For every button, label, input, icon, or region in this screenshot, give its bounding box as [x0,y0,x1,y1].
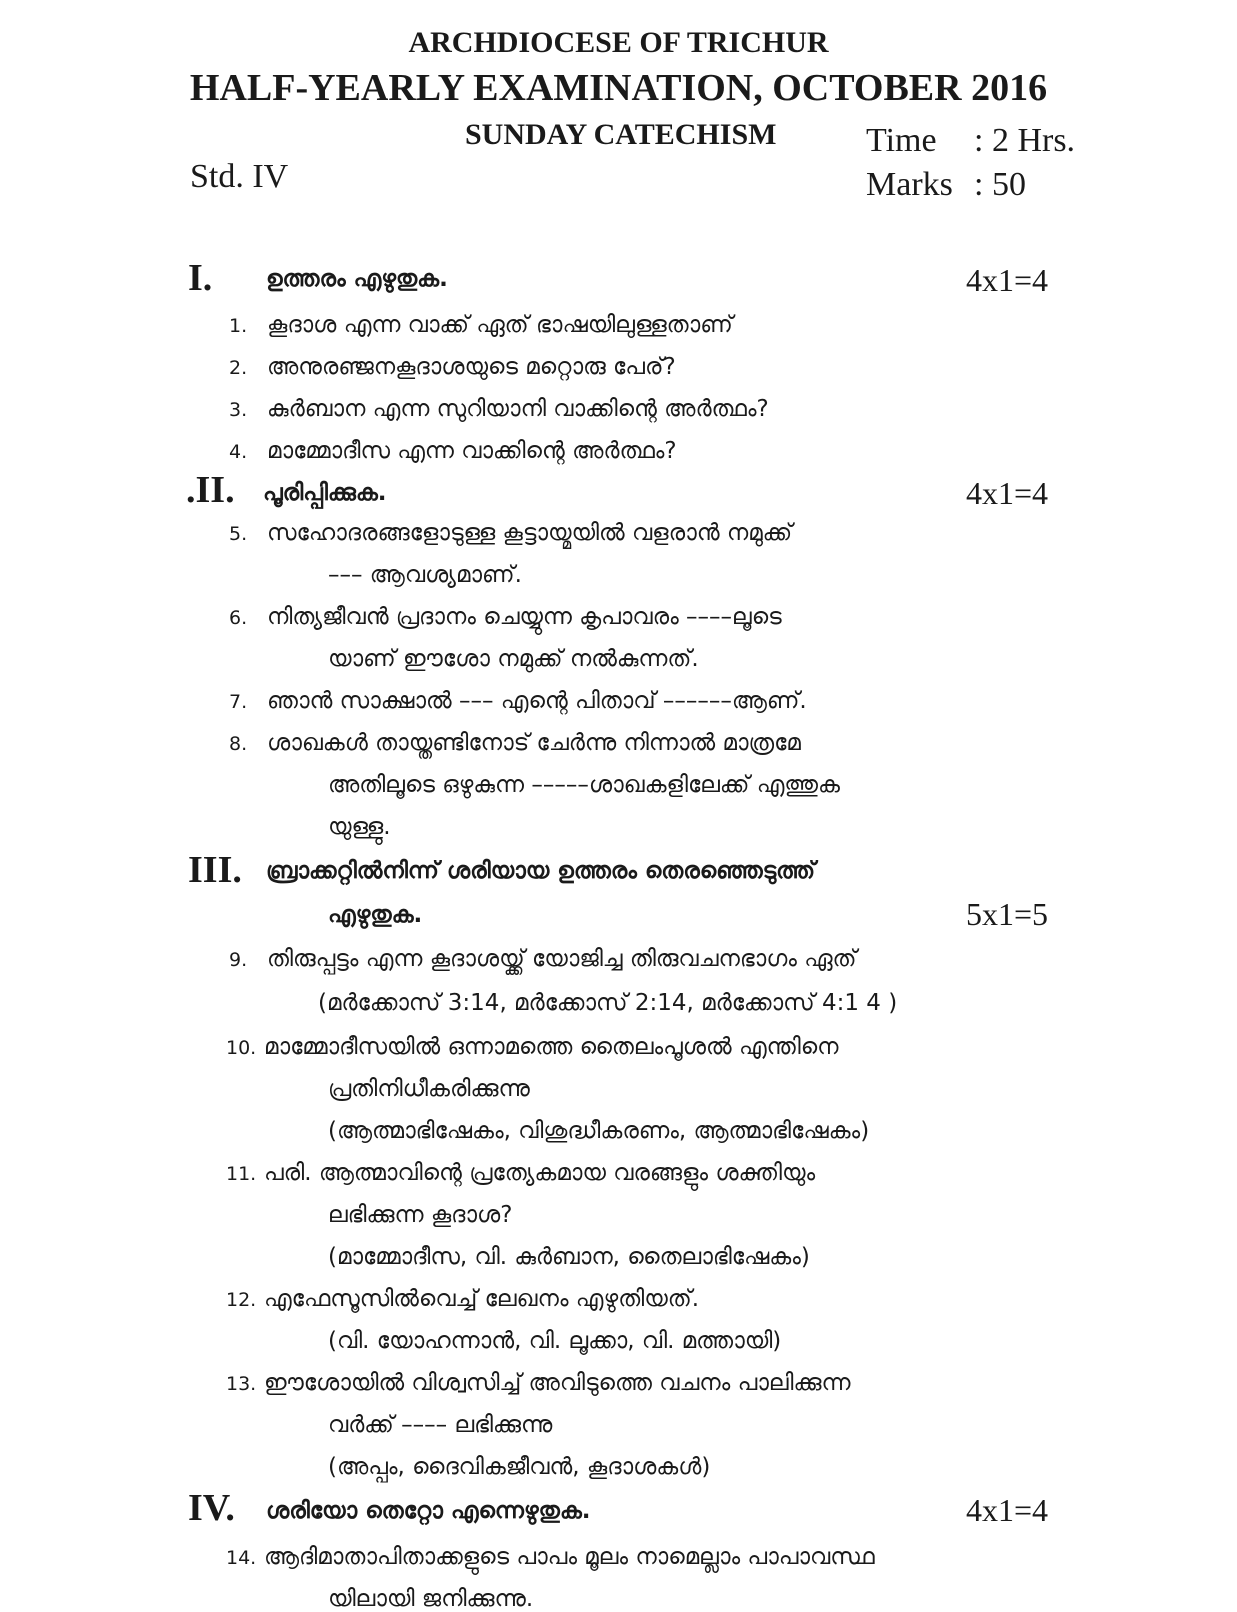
question-continuation: പ്രതിനിധീകരിക്കുന്നു [328,1076,530,1102]
archdiocese-title: ARCHDIOCESE OF TRICHUR [408,26,829,59]
answer-options: (മർക്കോസ് 3:14, മർക്കോസ് 2:14, മർക്കോസ് 4:1 4 ) [318,990,898,1016]
question: 9. തിരുപ്പട്ടം എന്ന കൂദാശയ്ക്ക് യോജിച്ച തിരുവചനഭാഗം ഏത് [229,946,857,972]
section-score: 4x1=4 [966,475,1049,511]
question: 4. മാമ്മോദീസ എന്ന വാക്കിന്റെ അർത്ഥം? [229,438,677,464]
section-title-continuation: എഴുതുക. [328,902,423,928]
question: 13. ഈശോയിൽ വിശ്വസിച്ച് അവിടുത്തെ വചനം പാലിക്കുന്ന [226,1370,851,1396]
question-continuation: ––– ആവശ്യമാണ്. [328,562,522,588]
question: 6. നിത്യജീവൻ പ്രദാനം ചെയ്യുന്ന കൃപാവരം ––––ലൂടെ [229,604,782,630]
answer-options: (അപ്പം, ദൈവികജീവൻ, കൂദാശകൾ) [328,1454,711,1480]
question: 10. മാമ്മോദീസയിൽ ഒന്നാമത്തെ തൈലംപൂശൽ എന്തിനെ [226,1034,839,1060]
question-continuation: വർക്ക് –––– ലഭിക്കുന്നു [328,1412,553,1438]
section-score: 5x1=5 [966,896,1049,932]
question-continuation: യിലായി ജനിക്കുന്നു. [328,1586,534,1612]
section-number: .II. [186,469,235,511]
question: 5. സഹോദരങ്ങളോടുള്ള കൂട്ടായ്മയിൽ വളരാൻ നമുക്ക് [229,520,793,546]
answer-options: (ആത്മാഭിഷേകം, വിശുദ്ധീകരണം, ആത്മാഭിഷേകം) [328,1118,870,1144]
question: 1. കൂദാശ എന്ന വാക്ക് ഏത് ഭാഷയിലുള്ളതാണ് [229,312,733,338]
marks-info [866,166,1026,204]
section-number: III. [188,849,242,891]
section-title: പൂരിപ്പിക്കുക. [263,480,387,506]
time-label: Time [866,122,937,159]
subject-title: SUNDAY CATECHISM [465,118,777,151]
section-title: ഉത്തരം എഴുതുക. [266,266,448,292]
section-number: IV. [188,1487,235,1529]
question: 2. അനുരഞ്ജനകൂദാശയുടെ മറ്റൊരു പേര്? [229,354,676,380]
marks-label: Marks [866,166,953,203]
question: 14. ആദിമാതാപിതാക്കളുടെ പാപം മൂലം നാമെല്ലാം പാപാവസ്ഥ [226,1544,875,1570]
answer-options: (വി. യോഹന്നാൻ, വി. ലൂക്കാ, വി. മത്തായി) [328,1328,782,1354]
section-score: 4x1=4 [966,1492,1049,1528]
answer-options: (മാമ്മോദീസ, വി. കുർബാന, തൈലാഭിഷേകം) [328,1244,810,1270]
section-score: 4x1=4 [966,262,1049,298]
time-value: : 2 Hrs. [974,122,1076,159]
question-continuation: അതിലൂടെ ഒഴുകുന്ന –––––ശാഖകളിലേക്ക് എത്തുക [328,772,840,798]
standard-label: Std. IV [190,158,289,195]
question: 7. ഞാൻ സാക്ഷാൽ ––– എന്റെ പിതാവ് ––––––ആണ്. [229,688,807,714]
question-continuation: യാണ് ഈശോ നമുക്ക് നൽകുന്നത്. [328,646,699,672]
question: 8. ശാഖകൾ തായ്തണ്ടിനോട് ചേർന്നു നിന്നാൽ മാത്രമേ [229,730,801,756]
question: 11. പരി. ആത്മാവിന്റെ പ്രത്യേകമായ വരങ്ങളും ശക്തിയും [226,1160,816,1186]
question-continuation: യുള്ളു. [328,814,391,840]
exam-title: HALF-YEARLY EXAMINATION, OCTOBER 2016 [189,67,1048,109]
question: 12. എഫേസൂസിൽവെച്ച് ലേഖനം എഴുതിയത്. [226,1286,700,1312]
section-number: I. [188,257,213,299]
section-title: ബ്രാക്കറ്റിൽനിന്ന് ശരിയായ ഉത്തരം തെരഞ്ഞെടുത്ത് [266,858,816,884]
section-title: ശരിയോ തെറ്റോ എന്നെഴുതുക. [266,1498,591,1524]
marks-value: : 50 [974,166,1026,203]
question-continuation: ലഭിക്കുന്ന കൂദാശ? [328,1202,513,1228]
question: 3. കുർബാന എന്ന സുറിയാനി വാക്കിന്റെ അർത്ഥം? [229,396,769,422]
time-info [866,122,1075,160]
